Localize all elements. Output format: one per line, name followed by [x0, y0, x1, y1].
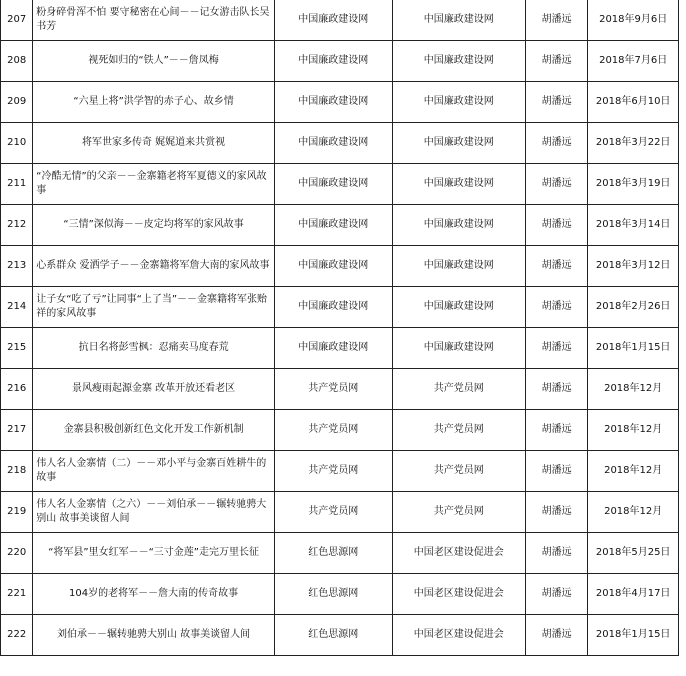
- source-cell: 中国老区建设促进会: [392, 574, 525, 615]
- publisher-cell: 中国廉政建设网: [274, 164, 392, 205]
- article-title-cell: “冷酷无情”的父亲－－金寨籍老将军夏德义的家风故事: [33, 164, 275, 205]
- table-row: [1, 164, 679, 205]
- publisher-cell: 共产党员网: [274, 451, 392, 492]
- row-number-cell: 211: [1, 164, 33, 205]
- publisher-cell: 中国廉政建设网: [274, 41, 392, 82]
- date-cell: 2018年12月: [588, 492, 679, 533]
- source-cell: 中国廉政建设网: [392, 41, 525, 82]
- date-cell: 2018年3月19日: [588, 164, 679, 205]
- publisher-cell: 共产党员网: [274, 369, 392, 410]
- source-cell: 中国廉政建设网: [392, 246, 525, 287]
- author-cell: 胡潘远: [525, 164, 587, 205]
- publisher-cell: 中国廉政建设网: [274, 287, 392, 328]
- row-number-cell: 221: [1, 574, 33, 615]
- table-row: [1, 410, 679, 451]
- row-number-cell: 217: [1, 410, 33, 451]
- article-title-cell: 伟人名人金寨情（之六）－－刘伯承－－辗转驰骋大别山 故事美谈留人间: [33, 492, 275, 533]
- row-number-cell: 208: [1, 41, 33, 82]
- publisher-cell: 红色思源网: [274, 615, 392, 656]
- row-number-cell: 210: [1, 123, 33, 164]
- author-cell: 胡潘远: [525, 0, 587, 41]
- source-cell: 共产党员网: [392, 410, 525, 451]
- article-title-cell: 抗日名将彭雪枫：忍痛卖马度春荒: [33, 328, 275, 369]
- article-title-cell: “六星上将”洪学智的赤子心、故乡情: [33, 82, 275, 123]
- author-cell: 胡潘远: [525, 41, 587, 82]
- row-number-cell: 219: [1, 492, 33, 533]
- date-cell: 2018年1月15日: [588, 615, 679, 656]
- row-number-cell: 222: [1, 615, 33, 656]
- row-number-cell: 218: [1, 451, 33, 492]
- date-cell: 2018年12月: [588, 410, 679, 451]
- date-cell: 2018年7月6日: [588, 41, 679, 82]
- table-row: [1, 615, 679, 656]
- date-cell: 2018年6月10日: [588, 82, 679, 123]
- table-row: [1, 205, 679, 246]
- date-cell: 2018年12月: [588, 451, 679, 492]
- author-cell: 胡潘远: [525, 615, 587, 656]
- article-title-cell: 金寨县积极创新红色文化开发工作新机制: [33, 410, 275, 451]
- table-row: [1, 41, 679, 82]
- publisher-cell: 中国廉政建设网: [274, 328, 392, 369]
- author-cell: 胡潘远: [525, 123, 587, 164]
- row-number-cell: 209: [1, 82, 33, 123]
- row-number-cell: 220: [1, 533, 33, 574]
- table-row: [1, 246, 679, 287]
- date-cell: 2018年1月15日: [588, 328, 679, 369]
- table-row: [1, 492, 679, 533]
- source-cell: 中国老区建设促进会: [392, 533, 525, 574]
- date-cell: 2018年9月6日: [588, 0, 679, 41]
- row-number-cell: 212: [1, 205, 33, 246]
- author-cell: 胡潘远: [525, 410, 587, 451]
- article-title-cell: 将军世家多传奇 娓娓道来共赏视: [33, 123, 275, 164]
- author-cell: 胡潘远: [525, 246, 587, 287]
- article-table-body: [1, 0, 679, 656]
- source-cell: 中国廉政建设网: [392, 287, 525, 328]
- row-number-cell: 213: [1, 246, 33, 287]
- date-cell: 2018年2月26日: [588, 287, 679, 328]
- article-title-cell: 视死如归的“铁人”－－詹凤梅: [33, 41, 275, 82]
- publisher-cell: 红色思源网: [274, 574, 392, 615]
- table-row: [1, 123, 679, 164]
- table-row: [1, 451, 679, 492]
- date-cell: 2018年3月12日: [588, 246, 679, 287]
- date-cell: 2018年5月25日: [588, 533, 679, 574]
- author-cell: 胡潘远: [525, 492, 587, 533]
- row-number-cell: 207: [1, 0, 33, 41]
- source-cell: 中国廉政建设网: [392, 123, 525, 164]
- date-cell: 2018年3月14日: [588, 205, 679, 246]
- date-cell: 2018年12月: [588, 369, 679, 410]
- table-row: [1, 369, 679, 410]
- article-title-cell: 104岁的老将军－－詹大南的传奇故事: [33, 574, 275, 615]
- publisher-cell: 中国廉政建设网: [274, 246, 392, 287]
- source-cell: 共产党员网: [392, 369, 525, 410]
- source-cell: 中国廉政建设网: [392, 82, 525, 123]
- table-row: [1, 533, 679, 574]
- author-cell: 胡潘远: [525, 533, 587, 574]
- row-number-cell: 215: [1, 328, 33, 369]
- table-row: [1, 574, 679, 615]
- author-cell: 胡潘远: [525, 328, 587, 369]
- table-row: [1, 328, 679, 369]
- source-cell: 中国廉政建设网: [392, 0, 525, 41]
- date-cell: 2018年3月22日: [588, 123, 679, 164]
- source-cell: 中国廉政建设网: [392, 328, 525, 369]
- row-number-cell: 216: [1, 369, 33, 410]
- author-cell: 胡潘远: [525, 574, 587, 615]
- publisher-cell: 中国廉政建设网: [274, 82, 392, 123]
- date-cell: 2018年4月17日: [588, 574, 679, 615]
- publisher-cell: 中国廉政建设网: [274, 205, 392, 246]
- author-cell: 胡潘远: [525, 369, 587, 410]
- article-title-cell: “将军县”里女红军－－“三寸金莲”走完万里长征: [33, 533, 275, 574]
- article-title-cell: 让子女“吃了亏”让同事“上了当”－－金寨籍将军张贻祥的家风故事: [33, 287, 275, 328]
- table-row: [1, 82, 679, 123]
- publisher-cell: 共产党员网: [274, 492, 392, 533]
- source-cell: 中国老区建设促进会: [392, 615, 525, 656]
- source-cell: 共产党员网: [392, 451, 525, 492]
- publisher-cell: 共产党员网: [274, 410, 392, 451]
- article-title-cell: 伟人名人金寨情（二）－－邓小平与金寨百姓耕牛的故事: [33, 451, 275, 492]
- table-row: [1, 0, 679, 41]
- author-cell: 胡潘远: [525, 205, 587, 246]
- publisher-cell: 中国廉政建设网: [274, 123, 392, 164]
- table-row: [1, 287, 679, 328]
- author-cell: 胡潘远: [525, 82, 587, 123]
- source-cell: 中国廉政建设网: [392, 205, 525, 246]
- article-title-cell: “三情”深似海－－皮定均将军的家风故事: [33, 205, 275, 246]
- author-cell: 胡潘远: [525, 451, 587, 492]
- article-title-cell: 刘伯承－－辗转驰骋大别山 故事美谈留人间: [33, 615, 275, 656]
- article-title-cell: 景风瘦雨起源金寨 改革开放还看老区: [33, 369, 275, 410]
- source-cell: 中国廉政建设网: [392, 164, 525, 205]
- article-title-cell: 心系群众 爱洒学子－－金寨籍将军詹大南的家风故事: [33, 246, 275, 287]
- publisher-cell: 红色思源网: [274, 533, 392, 574]
- author-cell: 胡潘远: [525, 287, 587, 328]
- source-cell: 共产党员网: [392, 492, 525, 533]
- publisher-cell: 中国廉政建设网: [274, 0, 392, 41]
- article-title-cell: 粉身碎骨浑不怕 要守秘密在心间－－记女游击队长吴书芳: [33, 0, 275, 41]
- row-number-cell: 214: [1, 287, 33, 328]
